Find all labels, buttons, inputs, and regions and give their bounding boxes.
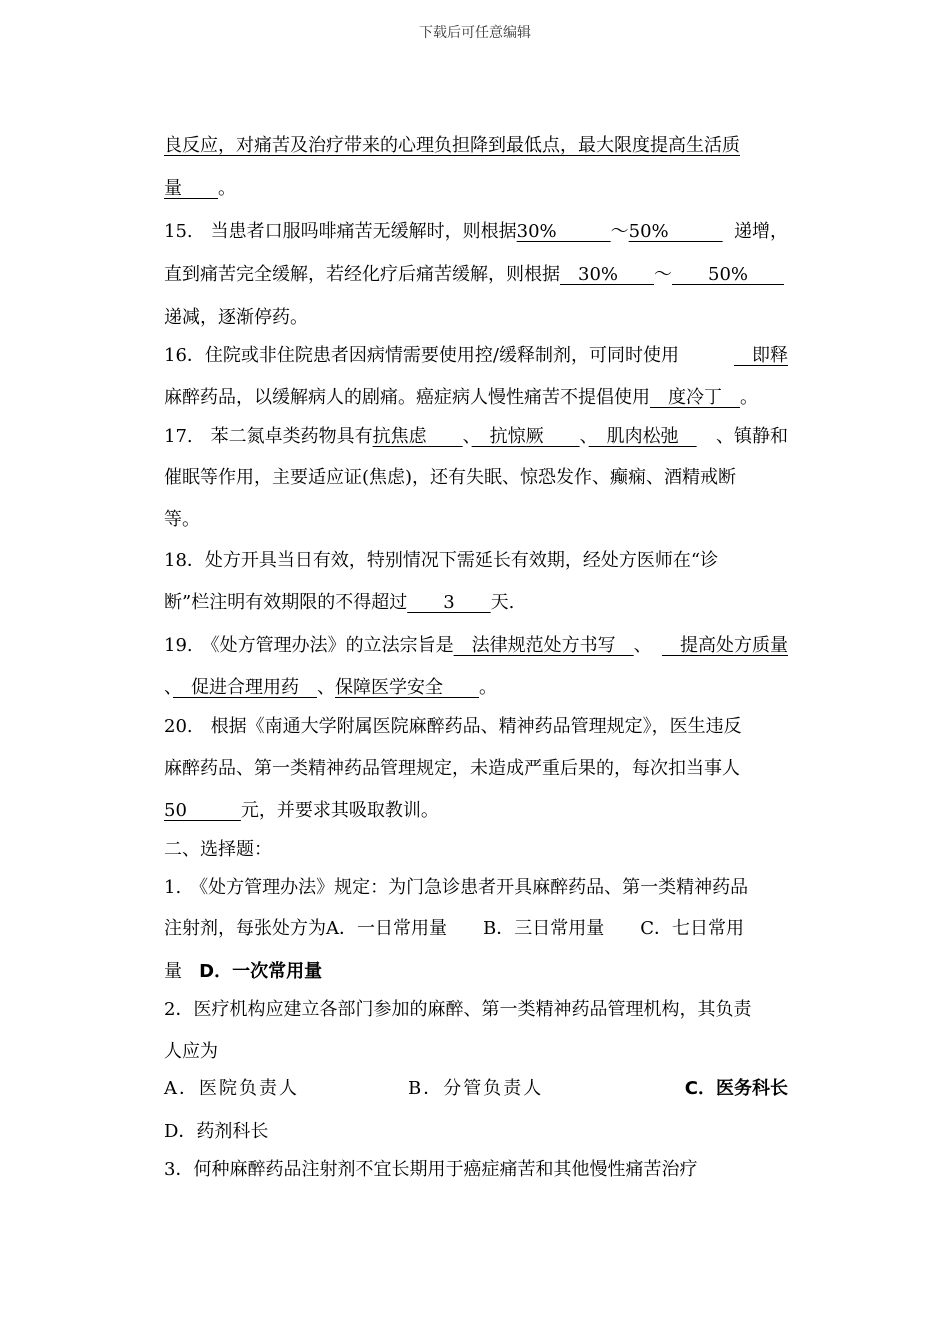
q14-line-2: 量 。 xyxy=(164,178,236,199)
q16-line-1: 16．住院或非住院患者因病情需要使用控/缓释制剂，可同时使用 即释 xyxy=(164,345,788,366)
q17-answer-2: 抗惊厥 xyxy=(471,426,580,447)
q14-line-1 xyxy=(164,134,788,158)
q19-line-2: 、 促进合理用药 、保障医学安全 。 xyxy=(164,677,497,698)
q16-line-2: 麻醉药品，以缓解病人的剧痛。癌症病人慢性痛苦不提倡使用 度冷丁 。 xyxy=(164,387,758,408)
q19-answer-4: 保障医学安全 xyxy=(335,677,479,698)
q14-text: 良反应，对痛苦及治疗带来的心理负担降到最低点，最大限度提高生活质 xyxy=(164,135,740,156)
q17-answer-3: 肌肉松弛 xyxy=(588,426,697,447)
q20-line-3: 50 元，并要求其吸取教训。 xyxy=(164,800,439,821)
q18-answer: 3 xyxy=(407,592,491,613)
q20-line-2: 麻醉药品、第一类精神药品管理规定，未造成严重后果的，每次扣当事人 xyxy=(164,758,740,779)
c3-line-1: 3．何种麻醉药品注射剂不宜长期用于癌症痛苦和其他慢性痛苦治疗 xyxy=(164,1159,698,1180)
page-header: 下载后可任意编辑 xyxy=(419,25,531,41)
q15-answer-3: 30% xyxy=(560,264,655,285)
c1-line-3: 量 D．一次常用量 xyxy=(164,961,323,982)
q18-line-2: 断”栏注明有效期限的不得超过 3 天. xyxy=(164,592,515,613)
q20-line-1: 20. 根据《南通大学附属医院麻醉药品、精神药品管理规定》，医生违反 xyxy=(164,716,742,737)
q17-line-2: 催眠等作用，主要适应证(焦虑)，还有失眠、惊恐发作、癫痫、酒精戒断 xyxy=(164,467,737,488)
q18-line-1: 18．处方开具当日有效，特别情况下需延长有效期，经处方医师在“诊 xyxy=(164,550,719,571)
c2-option-c: C．医务科长 xyxy=(684,1078,788,1099)
c1-line-2: 注射剂，每张处方为A．一日常用量 B．三日常用量 C．七日常用 xyxy=(164,918,744,939)
section-2-title: 二、选择题： xyxy=(164,839,272,860)
q15-answer-1: 30% xyxy=(516,221,611,242)
q19-answer-2: 提高处方质量 xyxy=(662,635,788,656)
q17-answer-1: 抗焦虑 xyxy=(372,426,463,447)
q15-line-2: 直到痛苦完全缓解，若经化疗后痛苦缓解，则根据 30% ～ 50% xyxy=(164,264,785,285)
q19-line-1: 19. 《处方管理办法》的立法宗旨是 法律规范处方书写 、 提高处方质量 xyxy=(164,635,788,656)
q16-answer-1: 即释 xyxy=(734,345,788,366)
q19-answer-3: 促进合理用药 xyxy=(173,677,317,698)
q17-line-3: 等。 xyxy=(164,509,200,530)
c1-line-1: 1. 《处方管理办法》规定：为门急诊患者开具麻醉药品、第一类精神药品 xyxy=(164,877,749,898)
c2-line-1: 2．医疗机构应建立各部门参加的麻醉、第一类精神药品管理机构，其负责 xyxy=(164,999,752,1020)
q14-answer: 量 xyxy=(164,178,218,199)
q17-line-1: 17. 苯二氮卓类药物具有抗焦虑 、 抗惊厥 、 肌肉松弛 、镇静和 xyxy=(164,426,788,447)
c1-answer: D．一次常用量 xyxy=(199,961,323,982)
q19-answer-1: 法律规范处方书写 xyxy=(453,635,634,656)
q15-line-3: 递减，逐渐停药。 xyxy=(164,307,308,328)
q20-answer: 50 xyxy=(164,800,241,821)
q15-answer-2: 50% xyxy=(628,221,723,242)
c2-option-d: D．药剂科长 xyxy=(164,1121,269,1142)
q15-answer-4: 50% xyxy=(672,264,785,285)
q15-line-1: 15. 当患者口服吗啡痛苦无缓解时，则根据30% ～50% 递增， xyxy=(164,221,788,242)
q16-answer-2: 度冷丁 xyxy=(650,387,740,408)
c2-line-2: 人应为 xyxy=(164,1041,218,1062)
c2-option-b: B．分管负责人 xyxy=(408,1078,544,1099)
c2-option-a: A．医院负责人 xyxy=(164,1078,299,1099)
